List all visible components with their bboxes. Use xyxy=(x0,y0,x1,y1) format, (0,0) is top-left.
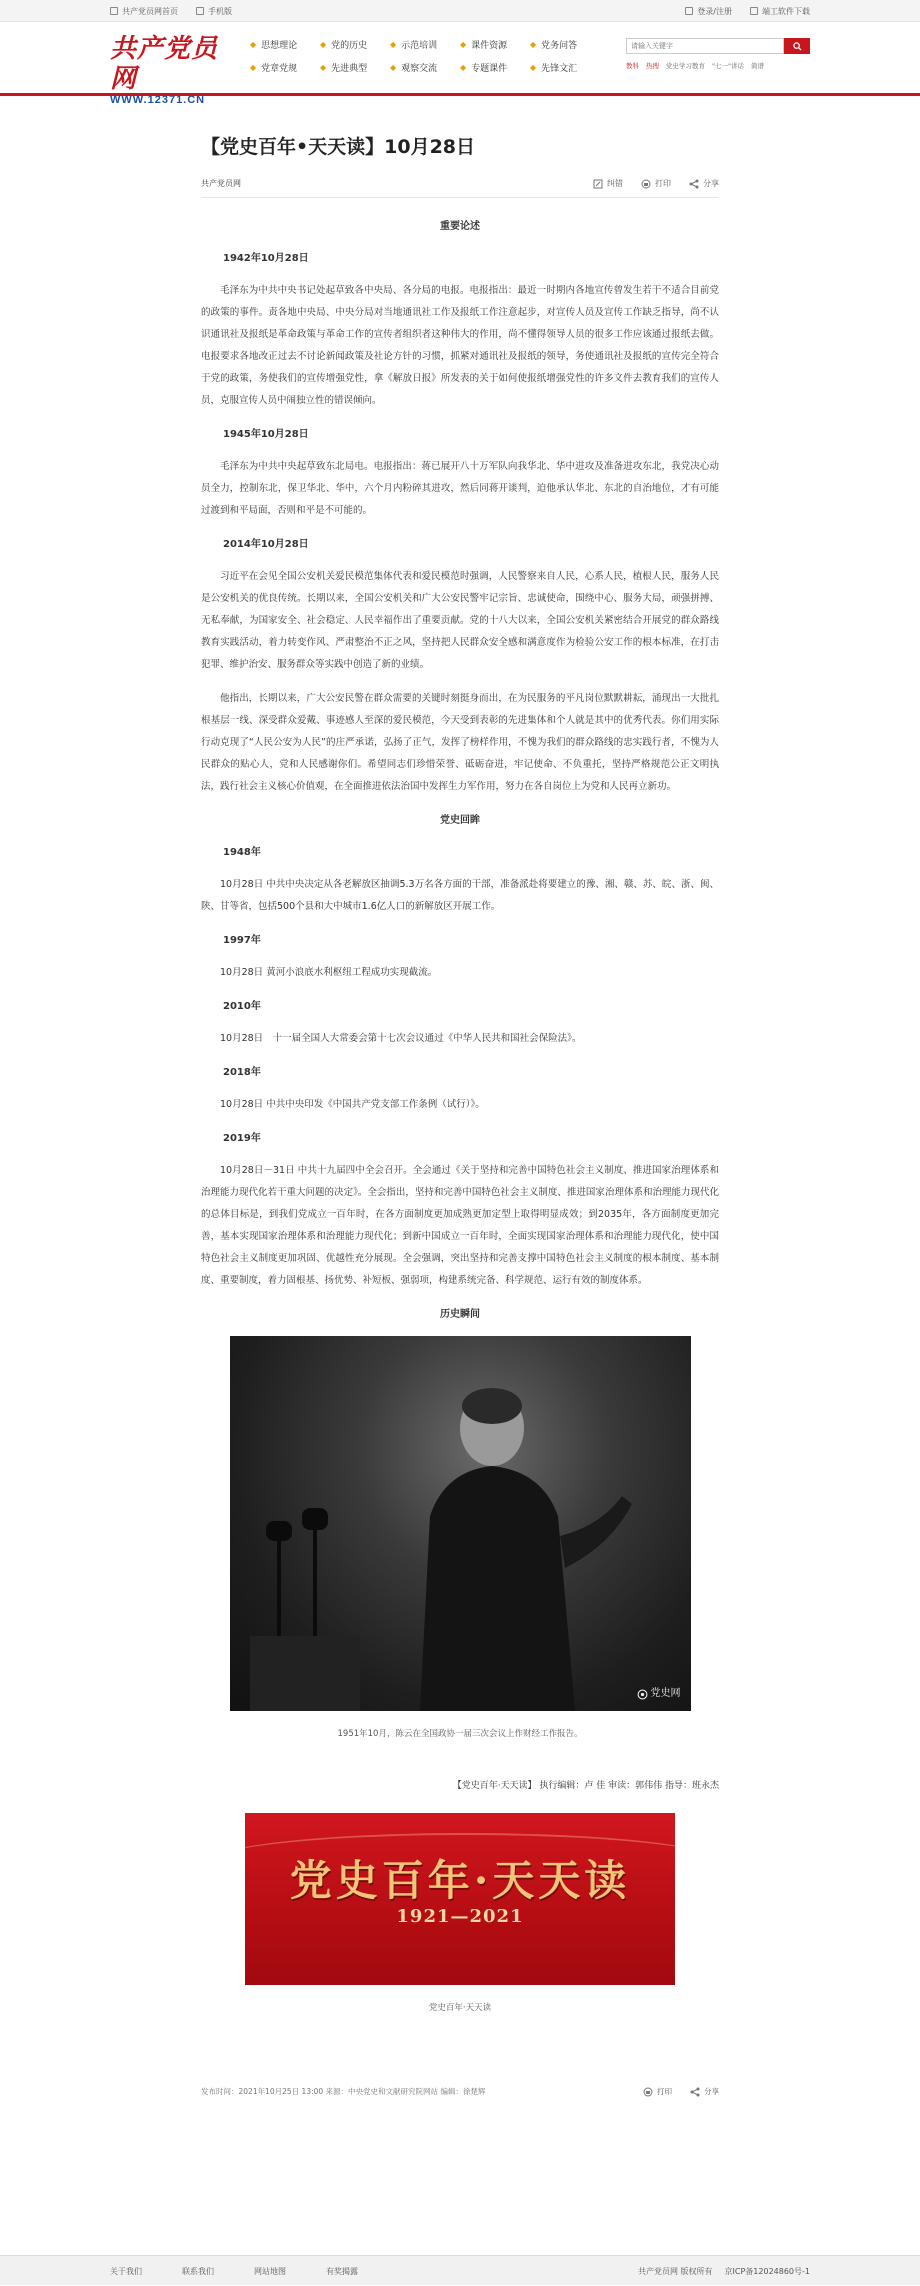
print-icon xyxy=(641,179,651,189)
site-header xyxy=(0,22,920,106)
logo-url: WWW.12371.CN xyxy=(110,94,206,106)
year-heading: 2010年 xyxy=(223,1001,261,1012)
print-icon xyxy=(643,2087,653,2097)
bottom-print-button[interactable] xyxy=(643,2081,672,2103)
footer-link-about[interactable]: 关于我们 xyxy=(110,2266,142,2276)
share-icon xyxy=(689,179,699,189)
nav-item-special[interactable] xyxy=(460,61,530,74)
date-heading: 1942年10月28日 xyxy=(223,253,309,264)
search-input[interactable] xyxy=(626,38,784,54)
nav-item-history[interactable] xyxy=(320,38,390,51)
mobile-link-label: 手机版 xyxy=(208,6,232,16)
search-area xyxy=(626,38,810,70)
nav-bullet-icon: ◆ xyxy=(530,63,537,72)
nav-item-regulations[interactable] xyxy=(250,61,320,74)
banner-title: 党史百年·天天读 xyxy=(289,1856,631,1905)
banner-caption: 党史百年·天天读 xyxy=(428,2003,492,2013)
watermark-text: 党史网 xyxy=(650,1688,681,1699)
year-heading: 2019年 xyxy=(223,1133,261,1144)
share-icon xyxy=(690,2087,700,2097)
bottom-share-button[interactable] xyxy=(690,2081,719,2103)
nav-bullet-icon: ◆ xyxy=(320,40,327,49)
nav-bullet-icon: ◆ xyxy=(460,63,467,72)
mobile-link[interactable] xyxy=(196,6,232,17)
nav-label: 示范培训 xyxy=(401,41,438,51)
nav-bullet-icon: ◆ xyxy=(390,63,397,72)
article-tools xyxy=(593,178,719,189)
paragraph: 10月28日－31日 中共十九届四中全会召开。全会通过《关于坚持和完善中国特色社会主义制度、推进国家治理体系和治理能力现代化若干重大问题的决定》。全会指出，坚持和完善中国特色社会主义制度、推进国家治理体系和治理能力现代化的总体目标是，到我们党成立一百年时，在各方面制度更加成熟更加定型上取得明显成效；到2035年，各方面制度更加完善，基本实现国家治理体系和治理能力现代化；到新中国成立一百年时，全面实现国家治理体系和治理能力现代化，使中国特色社会主义制度更加巩固、优越性充分展现。全会强调，突出坚持和完善支撑中国特色社会主义制度的根本制度、基本制度、重要制度，着力固根基、扬优势、补短板、强弱项，构建系统完备、科学规范、运行有效的制度体系。 xyxy=(201,1165,719,1286)
nav-item-exchange[interactable] xyxy=(390,61,460,74)
nav-item-articles[interactable] xyxy=(530,61,600,74)
login-link-label: 登录/注册 xyxy=(697,6,732,16)
paragraph: 习近平在会见全国公安机关爱民模范集体代表和爱民模范时强调，人民警察来自人民，心系人民，植根人民，服务人民是公安机关的优良传统。长期以来，全国公安机关和广大公安民警牢记宗旨、忠诚使命，围绕中心、服务大局，顽强拼搏、无私奉献，为国家安全、社会稳定、人民幸福作出了重要贡献。党的十八大以来，全国公安机关紧密结合开展党的群众路线教育实践活动，着力转变作风、严肃整治不正之风，坚持把人民群众安全感和满意度作为检验公安工作的根本标准，在打击犯罪、维护治安、服务群众等实践中创造了新的业绩。 xyxy=(201,571,719,670)
download-link-label: 端工软件下载 xyxy=(762,6,810,16)
year-heading: 2018年 xyxy=(223,1067,261,1078)
nav-label: 先锋文汇 xyxy=(541,64,578,74)
series-banner xyxy=(245,1813,675,1985)
login-link[interactable] xyxy=(685,6,732,17)
copyright: 共产党员网 版权所有 xyxy=(637,2266,713,2276)
article xyxy=(201,96,719,2123)
nav-label: 党务问答 xyxy=(541,41,578,51)
hot-link[interactable]: 热搜 xyxy=(646,62,659,70)
user-icon xyxy=(685,7,693,15)
top-utility-bar xyxy=(0,0,920,22)
hot-link[interactable]: 教科 xyxy=(626,62,639,70)
footer-link-contact[interactable]: 联系我们 xyxy=(182,2266,214,2276)
section-title: 重要论述 xyxy=(440,221,480,232)
nav-bullet-icon: ◆ xyxy=(460,40,467,49)
share-label: 分享 xyxy=(703,179,719,188)
nav-item-resources[interactable] xyxy=(460,38,530,51)
weibo-icon xyxy=(637,1689,648,1700)
search-icon xyxy=(793,42,802,51)
footer-link-report[interactable]: 有奖揭露 xyxy=(326,2266,358,2276)
main-nav xyxy=(250,38,600,74)
photo-caption: 1951年10月，陈云在全国政协一届三次会议上作财经工作报告。 xyxy=(337,1729,583,1739)
download-link[interactable] xyxy=(750,6,810,17)
nav-item-models[interactable] xyxy=(320,61,390,74)
report-error-button[interactable] xyxy=(593,178,623,189)
mobile-icon xyxy=(196,7,204,15)
nav-label: 先进典型 xyxy=(331,64,368,74)
report-error-label: 纠错 xyxy=(607,179,623,188)
photo-watermark xyxy=(637,1683,681,1705)
nav-bullet-icon: ◆ xyxy=(320,63,327,72)
home-link-label: 共产党员网首页 xyxy=(122,6,178,16)
edit-icon xyxy=(593,179,603,189)
article-meta xyxy=(201,178,719,198)
page-title: 【党史百年•天天读】10月28日 xyxy=(201,136,476,158)
logo-text: 共产党员网 xyxy=(110,34,219,94)
nav-bullet-icon: ◆ xyxy=(390,40,397,49)
paragraph: 10月28日 十一届全国人大常委会第十七次会议通过《中华人民共和国社会保险法》。 xyxy=(220,1033,582,1044)
nav-bullet-icon: ◆ xyxy=(530,40,537,49)
icp-link[interactable]: 京ICP备12024860号-1 xyxy=(724,2266,810,2276)
banner-years: 1921—2021 xyxy=(396,1906,524,1927)
article-source: 共产党员网 xyxy=(201,179,241,188)
share-button[interactable] xyxy=(689,178,719,189)
banner-decoration xyxy=(245,1833,675,1905)
nav-label: 专题课件 xyxy=(471,64,508,74)
paragraph: 毛泽东为中共中央书记处起草致各中央局、各分局的电报。电报指出：最近一时期内各地宣传曾发生若干不适合目前党的政策的事件。责各地中央局、中央分局对当地通讯社工作及报纸工作注意起步，对宣传人员及宣传工作缺乏指导，尚不认识通讯社及报纸是革命政策与革命工作的宣传者组织者这种伟大的作用，尚不懂得领导人员的很多工作应该通过报纸去做。电报要求各地改正过去不讨论新闻政策及社论方针的习惯，抓紧对通讯社及报纸的领导，务使通讯社及报纸的宣传完全符合于党的政策，务使我们的宣传增强党性，拿《解放日报》所发表的关于如何使报纸增强党性的许多文件去教育我们的宣传人员，克服宣传人员中闹独立性的错误倾向。 xyxy=(201,285,719,406)
date-heading: 1945年10月28日 xyxy=(223,429,309,440)
nav-label: 课件资源 xyxy=(471,41,508,51)
nav-label: 党的历史 xyxy=(331,41,368,51)
date-heading: 2014年10月28日 xyxy=(223,539,309,550)
speaker-silhouette xyxy=(230,1336,691,1711)
footer-link-sitemap[interactable]: 网站地图 xyxy=(254,2266,286,2276)
hot-link[interactable]: 简谱 xyxy=(750,62,764,70)
search-button[interactable] xyxy=(784,38,810,54)
hot-links xyxy=(626,61,810,70)
hot-link[interactable]: 党史学习教育 xyxy=(666,62,705,70)
nav-item-training[interactable] xyxy=(390,38,460,51)
paragraph: 10月28日 黄河小浪底水利枢纽工程成功实现截流。 xyxy=(220,967,438,978)
publish-info: 发布时间：2021年10月25日 13:00 来源：中央党史和文献研究院网站 编辑：徐楚辉 xyxy=(201,2087,486,2096)
section-title: 党史回眸 xyxy=(440,815,480,826)
print-label: 打印 xyxy=(655,179,671,188)
print-button[interactable] xyxy=(641,178,671,189)
article-body xyxy=(201,198,719,2123)
nav-item-qa[interactable] xyxy=(530,38,600,51)
home-link[interactable] xyxy=(110,6,178,17)
paragraph: 10月28日 中共中央印发《中国共产党支部工作条例（试行）》。 xyxy=(220,1099,485,1110)
paragraph: 10月28日 中共中央决定从各老解放区抽调5.3万名各方面的干部，准备派赴将要建立的豫、湘、赣、苏、皖、浙、闽、陕、甘等省，包括500个县和大中城市1.6亿人口的新解放区开展工作。 xyxy=(201,879,719,912)
publish-meta xyxy=(201,2081,719,2123)
site-logo[interactable] xyxy=(110,34,228,106)
download-icon xyxy=(750,7,758,15)
bottom-tools xyxy=(643,2081,719,2103)
hot-link[interactable]: "七一"讲话 xyxy=(712,62,744,70)
nav-label: 观察交流 xyxy=(401,64,438,74)
paragraph: 毛泽东为中共中央起草致东北局电。电报指出：蒋已展开八十万军队向我华北、华中进攻及准备进攻东北，我党决心动员全力，控制东北，保卫华北、华中，六个月内粉碎其进攻，然后同蒋开谈判，迫他承认华北、东北的自治地位，才有可能过渡到和平局面，否则和平是不可能的。 xyxy=(201,461,719,516)
nav-item-theory[interactable] xyxy=(250,38,320,51)
year-heading: 1948年 xyxy=(223,847,261,858)
nav-label: 党章党规 xyxy=(261,64,298,74)
year-heading: 1997年 xyxy=(223,935,261,946)
paragraph: 他指出，长期以来，广大公安民警在群众需要的关键时刻挺身而出，在为民服务的平凡岗位默默耕耘，涌现出一大批扎根基层一线、深受群众爱戴、事迹感人至深的爱民模范，今天受到表彰的先进集体和个人就是其中的优秀代表。你们用实际行动克现了“人民公安为人民”的庄严承诺，弘扬了正气，发挥了榜样作用，不愧为我们的群众路线的忠实践行者，不愧为人民群众的贴心人，党和人民感谢你们。希望同志们珍惜荣誉、砥砺奋进，牢记使命、不负重托，坚持严格规范公正文明执法，践行社会主义核心价值观，在全面推进依法治国中发挥生力军作用，努力在各自岗位上为党和人民再立新功。 xyxy=(201,693,719,792)
home-icon xyxy=(110,7,118,15)
share-label: 分享 xyxy=(704,2087,719,2096)
nav-bullet-icon: ◆ xyxy=(250,40,257,49)
historical-photo xyxy=(230,1336,691,1711)
site-footer xyxy=(0,2255,920,2285)
nav-bullet-icon: ◆ xyxy=(250,63,257,72)
section-title: 历史瞬间 xyxy=(440,1309,480,1320)
nav-label: 思想理论 xyxy=(261,41,298,51)
editor-credits: 【党史百年·天天读】 执行编辑：卢 佳 审读：郭伟伟 指导：班永杰 xyxy=(452,1781,719,1791)
print-label: 打印 xyxy=(657,2087,672,2096)
